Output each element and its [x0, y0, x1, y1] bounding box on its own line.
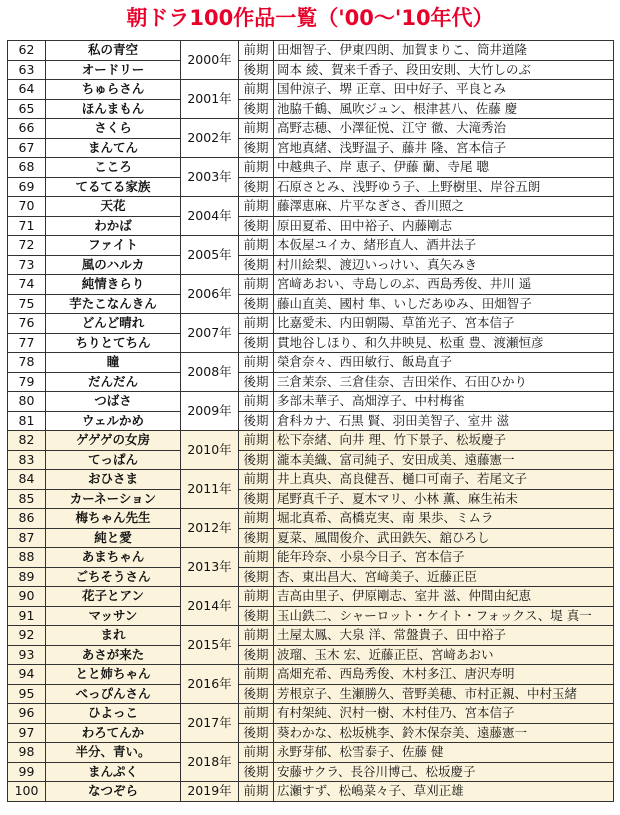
- broadcast-term: 後期: [239, 177, 274, 197]
- cast-list: 池脇千鶴、風吹ジュン、根津甚八、佐藤 慶: [274, 99, 614, 119]
- table-row: [8, 470, 614, 490]
- table-row: [8, 99, 614, 119]
- show-title: 私の青空: [46, 41, 181, 61]
- cast-list: 松下奈緒、向井 理、竹下景子、松坂慶子: [274, 431, 614, 451]
- broadcast-term: 後期: [239, 723, 274, 743]
- table-row: [8, 626, 614, 646]
- table-row: [8, 197, 614, 217]
- broadcast-year: 2007年: [181, 314, 239, 353]
- show-number: 83: [8, 450, 46, 470]
- broadcast-year: 2000年: [181, 41, 239, 80]
- broadcast-term: 後期: [239, 216, 274, 236]
- cast-list: 中越典子、岸 恵子、伊藤 蘭、寺尾 聰: [274, 158, 614, 178]
- show-number: 67: [8, 138, 46, 158]
- show-title: カーネーション: [46, 489, 181, 509]
- cast-list: 夏菜、風間俊介、武田鉄矢、舘ひろし: [274, 528, 614, 548]
- show-title: まんぷく: [46, 762, 181, 782]
- show-title: べっぴんさん: [46, 684, 181, 704]
- show-number: 72: [8, 236, 46, 256]
- cast-list: 尾野真千子、夏木マリ、小林 薫、麻生祐未: [274, 489, 614, 509]
- show-title: 純と愛: [46, 528, 181, 548]
- cast-list: 波瑠、玉木 宏、近藤正臣、宮﨑あおい: [274, 645, 614, 665]
- table-row: [8, 353, 614, 373]
- broadcast-year: 2001年: [181, 80, 239, 119]
- cast-list: 能年玲奈、小泉今日子、宮本信子: [274, 548, 614, 568]
- show-number: 70: [8, 197, 46, 217]
- table-row: [8, 450, 614, 470]
- table-row: [8, 236, 614, 256]
- show-number: 84: [8, 470, 46, 490]
- broadcast-term: 後期: [239, 138, 274, 158]
- broadcast-term: 前期: [239, 314, 274, 334]
- show-number: 71: [8, 216, 46, 236]
- cast-list: 藤澤恵麻、片平なぎさ、香川照之: [274, 197, 614, 217]
- cast-list: 井上真央、高良健吾、樋口可南子、若尾文子: [274, 470, 614, 490]
- cast-list: 有村架純、沢村一樹、木村佳乃、宮本信子: [274, 704, 614, 724]
- broadcast-term: 前期: [239, 626, 274, 646]
- broadcast-term: 前期: [239, 119, 274, 139]
- broadcast-year: 2012年: [181, 509, 239, 548]
- broadcast-year: 2015年: [181, 626, 239, 665]
- broadcast-term: 前期: [239, 704, 274, 724]
- table-row: [8, 606, 614, 626]
- cast-list: 本仮屋ユイカ、緒形直人、酒井法子: [274, 236, 614, 256]
- show-number: 88: [8, 548, 46, 568]
- cast-list: 倉科カナ、石黒 賢、羽田美智子、室井 滋: [274, 411, 614, 431]
- broadcast-term: 前期: [239, 782, 274, 802]
- cast-list: 藤山直美、國村 隼、いしだあゆみ、田畑智子: [274, 294, 614, 314]
- show-title: 純情きらり: [46, 275, 181, 295]
- broadcast-year: 2019年: [181, 782, 239, 802]
- show-number: 96: [8, 704, 46, 724]
- show-title: あさが来た: [46, 645, 181, 665]
- show-number: 78: [8, 353, 46, 373]
- broadcast-term: 前期: [239, 197, 274, 217]
- show-title: つばさ: [46, 392, 181, 412]
- show-title: 風のハルカ: [46, 255, 181, 275]
- show-number: 79: [8, 372, 46, 392]
- show-title: ほんまもん: [46, 99, 181, 119]
- cast-list: 宮地真緒、浅野温子、藤井 隆、宮本信子: [274, 138, 614, 158]
- table-row: [8, 411, 614, 431]
- show-number: 82: [8, 431, 46, 451]
- table-row: [8, 177, 614, 197]
- show-number: 68: [8, 158, 46, 178]
- broadcast-term: 後期: [239, 294, 274, 314]
- cast-list: 吉高由里子、伊原剛志、室井 滋、仲間由紀恵: [274, 587, 614, 607]
- show-number: 63: [8, 60, 46, 80]
- show-number: 95: [8, 684, 46, 704]
- broadcast-year: 2006年: [181, 275, 239, 314]
- drama-table-body: [8, 41, 614, 802]
- show-title: ウェルかめ: [46, 411, 181, 431]
- table-row: [8, 548, 614, 568]
- cast-list: 玉山鉄二、シャーロット・ケイト・フォックス、堤 真一: [274, 606, 614, 626]
- table-row: [8, 294, 614, 314]
- show-title: とと姉ちゃん: [46, 665, 181, 685]
- cast-list: 村川絵梨、渡辺いっけい、真矢みき: [274, 255, 614, 275]
- show-title: 芋たこなんきん: [46, 294, 181, 314]
- table-row: [8, 80, 614, 100]
- broadcast-term: 後期: [239, 762, 274, 782]
- show-number: 100: [8, 782, 46, 802]
- show-number: 90: [8, 587, 46, 607]
- cast-list: 貫地谷しほり、和久井映見、松重 豊、渡瀬恒彦: [274, 333, 614, 353]
- show-number: 66: [8, 119, 46, 139]
- cast-list: 高畑充希、西島秀俊、木村多江、唐沢寿明: [274, 665, 614, 685]
- show-number: 87: [8, 528, 46, 548]
- table-row: [8, 275, 614, 295]
- show-title: 花子とアン: [46, 587, 181, 607]
- broadcast-year: 2008年: [181, 353, 239, 392]
- page-title: 朝ドラ100作品一覧（'00〜'10年代）: [126, 6, 494, 30]
- table-row: [8, 158, 614, 178]
- broadcast-year: 2004年: [181, 197, 239, 236]
- broadcast-term: 前期: [239, 392, 274, 412]
- cast-list: 国仲涼子、堺 正章、田中好子、平良とみ: [274, 80, 614, 100]
- broadcast-year: 2011年: [181, 470, 239, 509]
- table-row: [8, 723, 614, 743]
- show-title: ちりとてちん: [46, 333, 181, 353]
- show-number: 77: [8, 333, 46, 353]
- drama-table: [7, 40, 614, 802]
- broadcast-year: 2016年: [181, 665, 239, 704]
- show-title: 天花: [46, 197, 181, 217]
- table-row: [8, 645, 614, 665]
- show-title: 半分、青い。: [46, 743, 181, 763]
- show-number: 65: [8, 99, 46, 119]
- show-title: ファイト: [46, 236, 181, 256]
- show-title: てるてる家族: [46, 177, 181, 197]
- show-number: 76: [8, 314, 46, 334]
- show-title: あまちゃん: [46, 548, 181, 568]
- show-title: まれ: [46, 626, 181, 646]
- table-row: [8, 704, 614, 724]
- broadcast-term: 後期: [239, 645, 274, 665]
- table-row: [8, 489, 614, 509]
- show-number: 92: [8, 626, 46, 646]
- show-number: 89: [8, 567, 46, 587]
- show-title: ごちそうさん: [46, 567, 181, 587]
- show-title: ひよっこ: [46, 704, 181, 724]
- show-number: 93: [8, 645, 46, 665]
- broadcast-term: 前期: [239, 158, 274, 178]
- cast-list: 広瀬すず、松嶋菜々子、草刈正雄: [274, 782, 614, 802]
- cast-list: 多部未華子、高畑淳子、中村梅雀: [274, 392, 614, 412]
- show-number: 64: [8, 80, 46, 100]
- cast-list: 杏、東出昌大、宮﨑美子、近藤正臣: [274, 567, 614, 587]
- cast-list: 原田夏希、田中裕子、内藤剛志: [274, 216, 614, 236]
- show-number: 69: [8, 177, 46, 197]
- show-title: ゲゲゲの女房: [46, 431, 181, 451]
- cast-list: 高野志穂、小澤征悦、江守 徹、大滝秀治: [274, 119, 614, 139]
- show-title: マッサン: [46, 606, 181, 626]
- show-title: こころ: [46, 158, 181, 178]
- show-number: 86: [8, 509, 46, 529]
- cast-list: 堀北真希、高橋克実、南 果歩、ミムラ: [274, 509, 614, 529]
- broadcast-term: 前期: [239, 470, 274, 490]
- table-row: [8, 567, 614, 587]
- table-row: [8, 216, 614, 236]
- cast-list: 榮倉奈々、西田敏行、飯島直子: [274, 353, 614, 373]
- broadcast-term: 後期: [239, 372, 274, 392]
- table-row: [8, 372, 614, 392]
- cast-list: 石原さとみ、浅野ゆう子、上野樹里、岸谷五朗: [274, 177, 614, 197]
- broadcast-year: 2005年: [181, 236, 239, 275]
- broadcast-term: 前期: [239, 353, 274, 373]
- broadcast-term: 前期: [239, 587, 274, 607]
- table-row: [8, 684, 614, 704]
- table-row: [8, 255, 614, 275]
- broadcast-year: 2010年: [181, 431, 239, 470]
- broadcast-term: 前期: [239, 509, 274, 529]
- broadcast-year: 2017年: [181, 704, 239, 743]
- broadcast-term: 後期: [239, 528, 274, 548]
- broadcast-term: 後期: [239, 411, 274, 431]
- table-row: [8, 60, 614, 80]
- show-title: ちゅらさん: [46, 80, 181, 100]
- show-number: 74: [8, 275, 46, 295]
- cast-list: 永野芽郁、松雪泰子、佐藤 健: [274, 743, 614, 763]
- show-title: まんてん: [46, 138, 181, 158]
- table-row: [8, 119, 614, 139]
- show-title: てっぱん: [46, 450, 181, 470]
- table-row: [8, 41, 614, 61]
- table-row: [8, 431, 614, 451]
- broadcast-term: 後期: [239, 60, 274, 80]
- show-number: 85: [8, 489, 46, 509]
- table-row: [8, 665, 614, 685]
- broadcast-term: 前期: [239, 665, 274, 685]
- table-row: [8, 333, 614, 353]
- table-row: [8, 762, 614, 782]
- broadcast-term: 前期: [239, 275, 274, 295]
- broadcast-term: 後期: [239, 606, 274, 626]
- table-row: [8, 314, 614, 334]
- show-title: わかば: [46, 216, 181, 236]
- cast-list: 芳根京子、生瀬勝久、菅野美穂、市村正親、中村玉緒: [274, 684, 614, 704]
- broadcast-year: 2002年: [181, 119, 239, 158]
- show-number: 62: [8, 41, 46, 61]
- table-row: [8, 392, 614, 412]
- table-row: [8, 743, 614, 763]
- table-row: [8, 782, 614, 802]
- broadcast-term: 後期: [239, 684, 274, 704]
- show-title: だんだん: [46, 372, 181, 392]
- show-title: さくら: [46, 119, 181, 139]
- broadcast-year: 2003年: [181, 158, 239, 197]
- show-title: わろてんか: [46, 723, 181, 743]
- show-title: 瞳: [46, 353, 181, 373]
- cast-list: 安藤サクラ、長谷川博己、松坂慶子: [274, 762, 614, 782]
- broadcast-term: 前期: [239, 80, 274, 100]
- show-number: 91: [8, 606, 46, 626]
- broadcast-year: 2013年: [181, 548, 239, 587]
- cast-list: 田畑智子、伊東四朗、加賀まりこ、筒井道隆: [274, 41, 614, 61]
- broadcast-term: 前期: [239, 743, 274, 763]
- cast-list: 土屋太鳳、大泉 洋、常盤貴子、田中裕子: [274, 626, 614, 646]
- show-number: 75: [8, 294, 46, 314]
- table-row: [8, 587, 614, 607]
- show-title: オードリー: [46, 60, 181, 80]
- broadcast-term: 後期: [239, 567, 274, 587]
- broadcast-term: 後期: [239, 489, 274, 509]
- broadcast-term: 後期: [239, 99, 274, 119]
- table-row: [8, 138, 614, 158]
- cast-list: 瀧本美織、富司純子、安田成美、遠藤憲一: [274, 450, 614, 470]
- table-row: [8, 528, 614, 548]
- broadcast-term: 前期: [239, 41, 274, 61]
- broadcast-term: 前期: [239, 236, 274, 256]
- show-number: 73: [8, 255, 46, 275]
- show-number: 98: [8, 743, 46, 763]
- show-number: 99: [8, 762, 46, 782]
- show-title: どんど晴れ: [46, 314, 181, 334]
- show-number: 97: [8, 723, 46, 743]
- show-title: おひさま: [46, 470, 181, 490]
- cast-list: 比嘉愛未、内田朝陽、草笛光子、宮本信子: [274, 314, 614, 334]
- show-title: 梅ちゃん先生: [46, 509, 181, 529]
- show-number: 80: [8, 392, 46, 412]
- broadcast-term: 後期: [239, 255, 274, 275]
- broadcast-year: 2018年: [181, 743, 239, 782]
- broadcast-year: 2009年: [181, 392, 239, 431]
- show-number: 94: [8, 665, 46, 685]
- broadcast-term: 後期: [239, 333, 274, 353]
- broadcast-term: 前期: [239, 431, 274, 451]
- broadcast-term: 後期: [239, 450, 274, 470]
- broadcast-term: 前期: [239, 548, 274, 568]
- table-row: [8, 509, 614, 529]
- cast-list: 葵わかな、松坂桃李、鈴木保奈美、遠藤憲一: [274, 723, 614, 743]
- cast-list: 岡本 綾、賀来千香子、段田安則、大竹しのぶ: [274, 60, 614, 80]
- broadcast-year: 2014年: [181, 587, 239, 626]
- cast-list: 三倉茉奈、三倉佳奈、吉田栄作、石田ひかり: [274, 372, 614, 392]
- show-title: なつぞら: [46, 782, 181, 802]
- cast-list: 宮﨑あおい、寺島しのぶ、西島秀俊、井川 遥: [274, 275, 614, 295]
- show-number: 81: [8, 411, 46, 431]
